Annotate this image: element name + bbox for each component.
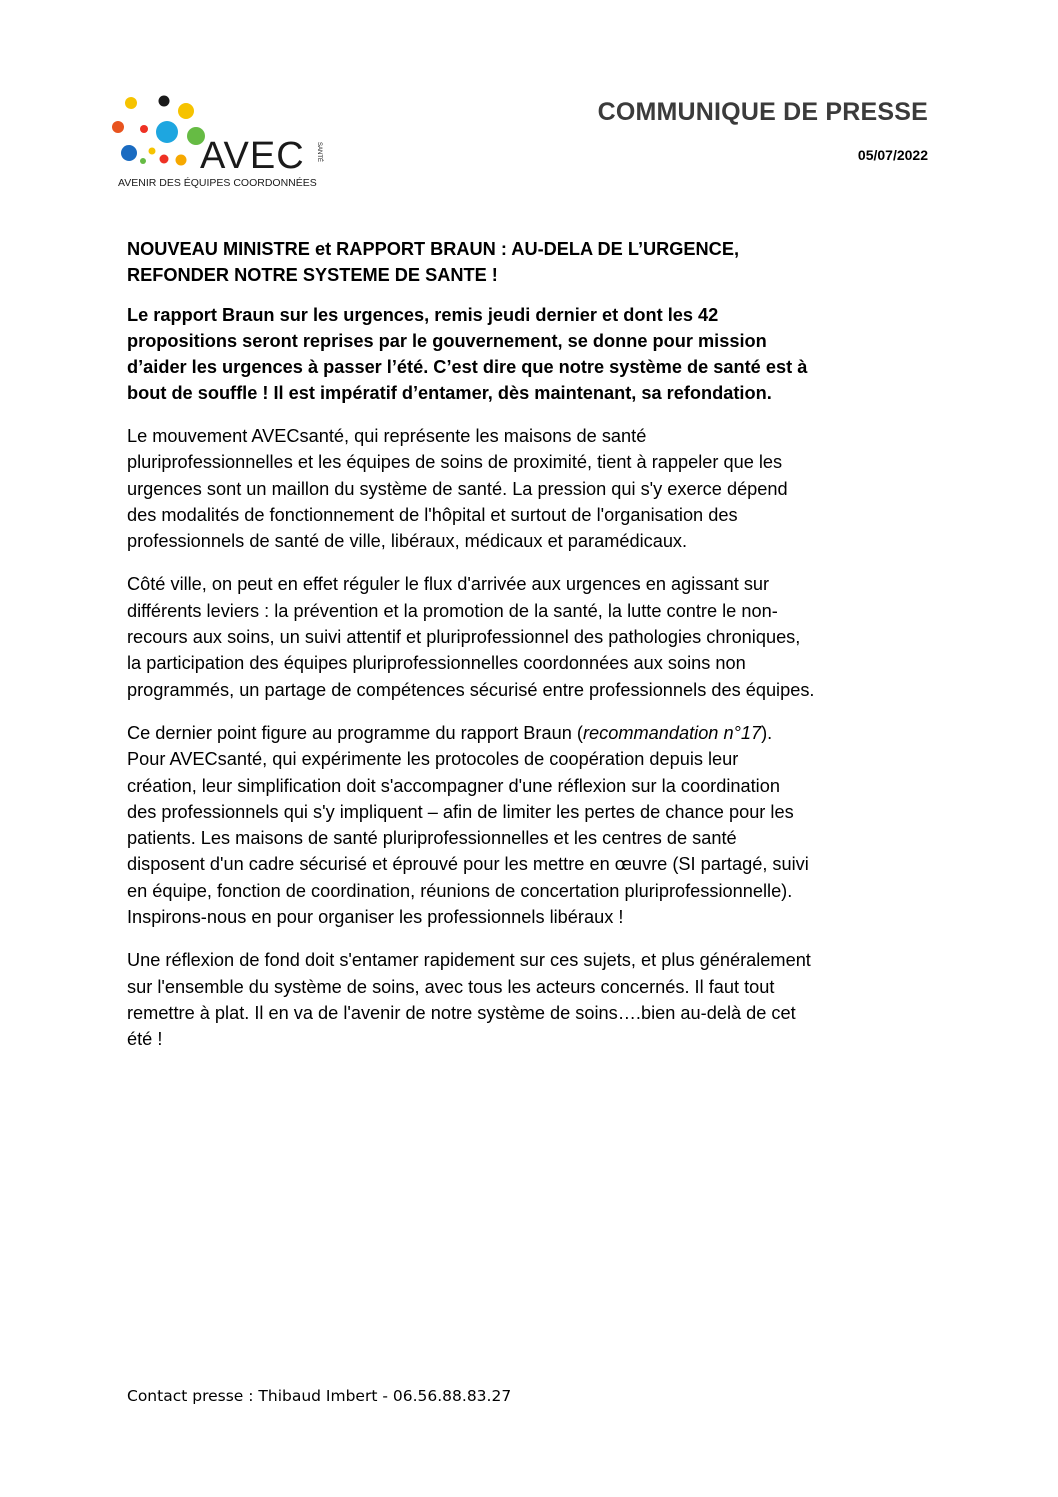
paragraph-line: pluriprofessionnelles et les équipes de soins de proximité, tient à rappeler que les bbox=[127, 452, 783, 473]
logo-dot bbox=[176, 155, 187, 166]
paragraph-line: Une réflexion de fond doit s'entamer rapidement sur ces sujets, et plus généralement bbox=[127, 950, 811, 971]
logo-dot bbox=[140, 158, 146, 164]
logo-dot bbox=[121, 145, 137, 161]
logo-dot bbox=[125, 97, 137, 109]
headline-line: NOUVEAU MINISTRE et RAPPORT BRAUN : AU-DELA DE L’URGENCE, bbox=[127, 239, 739, 259]
paragraph-line: des modalités de fonctionnement de l'hôpital et surtout de l'organisation des bbox=[127, 504, 738, 525]
avec-logo bbox=[112, 92, 342, 192]
headline-line: REFONDER NOTRE SYSTEME DE SANTE ! bbox=[127, 265, 498, 285]
logo-dot bbox=[140, 125, 148, 133]
paragraph-line: Côté ville, on peut en effet réguler le flux d'arrivée aux urgences en agissant sur bbox=[127, 574, 770, 595]
paragraph-line: programmés, un partage de compétences sécurisé entre professionnels des équipes. bbox=[127, 679, 815, 700]
logo-superscript: SANTÉ bbox=[316, 142, 322, 163]
paragraph-line: en équipe, fonction de coordination, réunions de concertation pluriprofessionnelle). bbox=[127, 880, 793, 901]
logo-wordmark: AVEC bbox=[200, 135, 305, 177]
paragraph-line: sur l'ensemble du système de soins, avec tous les acteurs concernés. Il faut tout bbox=[127, 976, 775, 997]
paragraph-line: remettre à plat. Il en va de l'avenir de notre système de soins….bien au-delà de cet bbox=[127, 1002, 796, 1023]
paragraph-line: été ! bbox=[127, 1029, 163, 1050]
paragraph-line: Le mouvement AVECsanté, qui représente les maisons de santé bbox=[127, 426, 647, 446]
paragraph-line: professionnels de santé de ville, libéraux, médicaux et paramédicaux. bbox=[127, 531, 688, 552]
lead-line: Le rapport Braun sur les urgences, remis jeudi dernier et dont les 42 bbox=[127, 305, 719, 325]
press-release-body bbox=[127, 236, 937, 1070]
logo-dot bbox=[112, 121, 124, 133]
headline bbox=[127, 236, 937, 288]
paragraph-conclusion bbox=[127, 947, 937, 1052]
paragraph-text: ). bbox=[761, 722, 773, 743]
paragraph-line: Inspirons-nous en pour organiser les professionnels libéraux ! bbox=[127, 907, 624, 928]
paragraph-line: patients. Les maisons de santé pluriprofessionnelles et les centres de santé bbox=[127, 828, 737, 849]
paragraph-cote-ville bbox=[127, 571, 937, 702]
paragraph-text: Ce dernier point figure au programme du rapport Braun ( bbox=[127, 722, 583, 743]
logo-dot bbox=[160, 155, 169, 164]
lead-paragraph bbox=[127, 302, 937, 406]
lead-line: propositions seront reprises par le gouvernement, se donne pour mission bbox=[127, 331, 767, 351]
recommendation-reference: recommandation n°17 bbox=[582, 722, 762, 743]
lead-line: bout de souffle ! Il est impératif d’entamer, dès maintenant, sa refondation. bbox=[127, 383, 772, 403]
document-date: 05/07/2022 bbox=[857, 147, 928, 163]
paragraph-avecsante bbox=[127, 423, 937, 554]
press-contact: Contact presse : Thibaud Imbert - 06.56.88.83.27 bbox=[127, 1387, 512, 1405]
logo-dots bbox=[112, 96, 205, 166]
paragraph-rapport-braun bbox=[127, 720, 937, 930]
logo-dot bbox=[156, 121, 178, 143]
paragraph-line: recours aux soins, un suivi attentif et pluriprofessionnel des pathologies chroniques, bbox=[127, 627, 801, 648]
paragraph-line: disposent d'un cadre sécurisé et éprouvé pour les mettre en œuvre (SI partagé, suivi bbox=[127, 854, 809, 875]
paragraph-line: des professionnels qui s'y impliquent – afin de limiter les pertes de chance pour les bbox=[127, 801, 794, 822]
paragraph-line-with-reference bbox=[127, 720, 937, 746]
paragraph-line: Pour AVECsanté, qui expérimente les protocoles de coopération depuis leur bbox=[127, 749, 739, 770]
paragraph-line: urgences sont un maillon du système de santé. La pression qui s'y exerce dépend bbox=[127, 478, 788, 499]
avec-logo-graphic bbox=[112, 92, 342, 192]
logo-dot bbox=[149, 148, 156, 155]
logo-tagline: AVENIR DES ÉQUIPES COORDONNÉES bbox=[118, 177, 317, 189]
paragraph-line: différents leviers : la prévention et la promotion de la santé, la lutte contre le non- bbox=[127, 600, 778, 621]
paragraph-line: la participation des équipes pluriprofessionnelles coordonnées aux soins non bbox=[127, 653, 746, 674]
logo-dot bbox=[178, 103, 194, 119]
paragraph-line: création, leur simplification doit s'accompagner d'une réflexion sur la coordination bbox=[127, 775, 780, 796]
document-title: COMMUNIQUE DE PRESSE bbox=[597, 98, 928, 126]
logo-dot bbox=[159, 96, 170, 107]
lead-line: d’aider les urgences à passer l’été. C’est dire que notre système de santé est à bbox=[127, 357, 808, 377]
